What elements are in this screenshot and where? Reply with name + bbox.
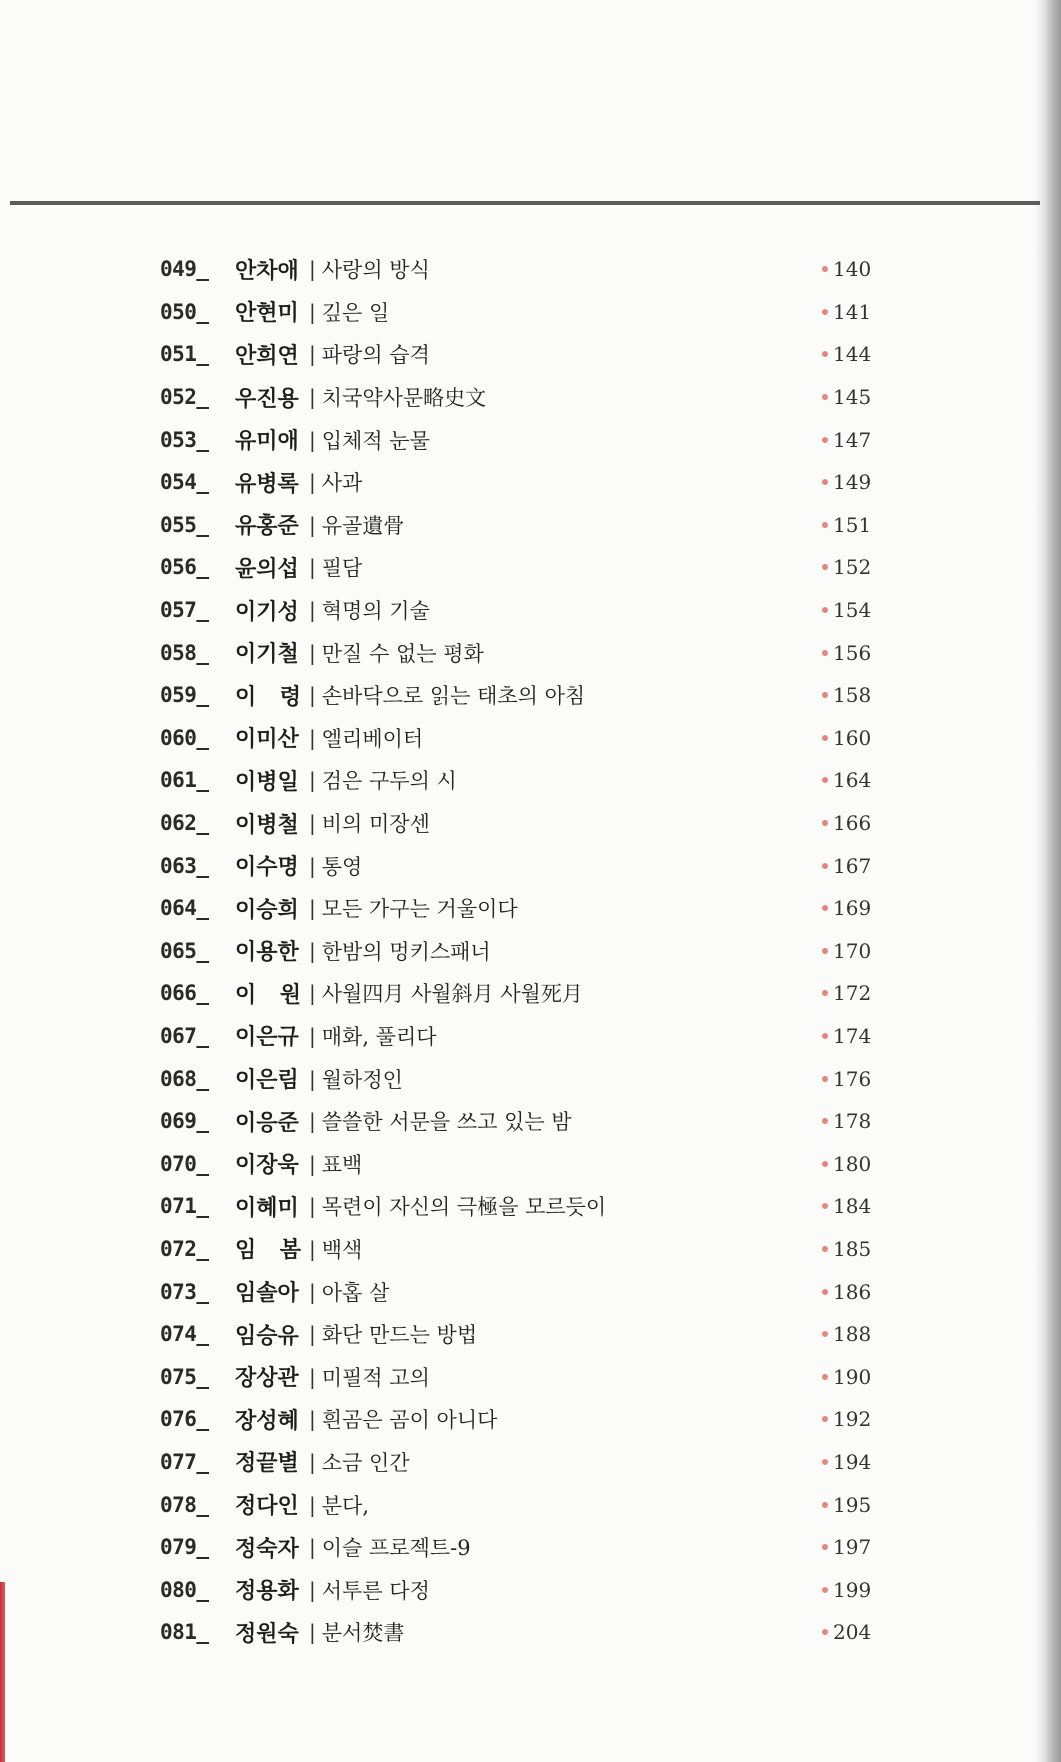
entry-author: 임 봄	[235, 1238, 301, 1264]
toc-entry[interactable]	[160, 504, 910, 547]
bullet-dot-icon	[822, 735, 828, 741]
entry-title: 사과	[321, 471, 363, 496]
entry-title: 유골遺骨	[321, 513, 405, 538]
page-number: 164	[833, 768, 872, 793]
page-reference	[822, 1365, 871, 1389]
page-number: 185	[833, 1236, 872, 1261]
entry-author: 임승유	[235, 1323, 299, 1349]
page-reference	[822, 939, 871, 963]
page-reference	[822, 641, 871, 665]
separator-bar: |	[309, 1407, 316, 1432]
bullet-dot-icon	[822, 1587, 828, 1593]
toc-entry[interactable]	[160, 1142, 910, 1185]
entry-number: 078_	[160, 1492, 209, 1517]
page-reference	[822, 1407, 871, 1431]
toc-entry[interactable]	[160, 887, 910, 930]
bullet-dot-icon	[822, 1076, 828, 1082]
page-reference	[822, 598, 871, 622]
page-reference	[822, 981, 871, 1005]
entry-title: 흰곰은 곰이 아니다	[321, 1408, 498, 1433]
entry-author: 장성혜	[235, 1408, 299, 1434]
toc-entry[interactable]	[160, 1100, 910, 1143]
page-reference	[822, 768, 871, 792]
page-number: 197	[833, 1535, 872, 1560]
toc-entry[interactable]	[160, 717, 910, 760]
entry-author: 이미산	[235, 727, 299, 753]
separator-bar: |	[309, 853, 316, 878]
entry-author: 정원숙	[235, 1621, 299, 1647]
toc-entry[interactable]	[160, 589, 910, 632]
page-number: 194	[833, 1449, 872, 1474]
entry-number: 072_	[160, 1236, 209, 1261]
entry-number: 059_	[160, 683, 209, 708]
entry-author: 이용한	[235, 940, 299, 966]
bullet-dot-icon	[822, 479, 828, 485]
entry-number: 063_	[160, 853, 209, 878]
page-reference	[822, 342, 871, 366]
toc-entry[interactable]	[160, 674, 910, 717]
page-number: 158	[833, 683, 872, 708]
page-number: 186	[833, 1279, 872, 1304]
toc-entry[interactable]	[160, 1185, 910, 1228]
entry-title: 매화, 풀리다	[321, 1024, 437, 1049]
page-number: 144	[833, 342, 872, 367]
entry-title: 통영	[321, 854, 363, 879]
entry-title: 백색	[321, 1237, 363, 1262]
bullet-dot-icon	[822, 522, 828, 528]
entry-number: 075_	[160, 1364, 209, 1389]
page-number: 172	[833, 981, 872, 1006]
entry-number: 077_	[160, 1449, 209, 1474]
toc-entry[interactable]	[160, 1228, 910, 1271]
separator-bar: |	[309, 1449, 316, 1474]
entry-title: 쓸쓸한 서문을 쓰고 있는 밤	[321, 1110, 572, 1135]
entry-title: 혁명의 기술	[321, 599, 430, 624]
toc-entry[interactable]	[160, 844, 910, 887]
page-reference	[822, 1067, 871, 1091]
bullet-dot-icon	[822, 650, 828, 656]
header-rule	[10, 201, 1040, 205]
page-number: 141	[833, 299, 872, 324]
page-reference	[822, 1578, 871, 1602]
entry-author: 이병일	[235, 769, 299, 795]
entry-title: 미필적 고의	[321, 1365, 430, 1390]
book-gutter-shadow	[1033, 0, 1061, 1762]
page-reference	[822, 1109, 871, 1133]
page-number: 152	[833, 555, 872, 580]
entry-author: 윤의섭	[235, 556, 299, 582]
entry-number: 081_	[160, 1620, 209, 1645]
entry-title: 분서焚書	[321, 1621, 405, 1646]
entry-title: 모든 가구는 거울이다	[321, 897, 518, 922]
toc-entry[interactable]	[160, 1441, 910, 1484]
entry-number: 056_	[160, 555, 209, 580]
entry-author: 유병록	[235, 471, 299, 497]
separator-bar: |	[309, 512, 316, 537]
toc-entry[interactable]	[160, 248, 910, 291]
entry-title: 사월四月 사월斜月 사월死月	[321, 982, 583, 1007]
entry-author: 유홍준	[235, 514, 299, 540]
page-number: 192	[833, 1407, 872, 1432]
page-reference	[822, 470, 871, 494]
page-reference	[822, 726, 871, 750]
bullet-dot-icon	[822, 351, 828, 357]
toc-entry[interactable]	[160, 759, 910, 802]
separator-bar: |	[309, 768, 316, 793]
entry-title: 깊은 일	[321, 300, 390, 325]
entry-title: 목련이 자신의 극極을 모르듯이	[321, 1195, 607, 1220]
entry-title: 이슬 프로젝트-9	[321, 1536, 471, 1561]
entry-author: 이수명	[235, 855, 299, 881]
entry-number: 070_	[160, 1151, 209, 1176]
toc-entry[interactable]	[160, 1483, 910, 1526]
entry-title: 입체적 눈물	[321, 428, 430, 453]
separator-bar: |	[309, 1109, 316, 1134]
entry-author: 안현미	[235, 301, 299, 327]
entry-number: 076_	[160, 1407, 209, 1432]
page-number: 188	[833, 1322, 872, 1347]
entry-number: 049_	[160, 257, 209, 282]
toc-entry[interactable]	[160, 631, 910, 674]
page-reference	[822, 1024, 871, 1048]
page-reference	[822, 428, 871, 452]
bullet-dot-icon	[822, 437, 828, 443]
separator-bar: |	[309, 385, 316, 410]
entry-title: 서투른 다정	[321, 1578, 430, 1603]
bullet-dot-icon	[822, 990, 828, 996]
page-number: 184	[833, 1194, 872, 1219]
separator-bar: |	[309, 299, 316, 324]
separator-bar: |	[309, 981, 316, 1006]
entry-number: 079_	[160, 1535, 209, 1560]
entry-author: 이병철	[235, 812, 299, 838]
entry-title: 월하정인	[321, 1067, 403, 1092]
entry-author: 정다인	[235, 1494, 299, 1520]
page-number: 140	[833, 257, 872, 282]
page-reference	[822, 854, 871, 878]
page-reference	[822, 555, 871, 579]
separator-bar: |	[309, 1151, 316, 1176]
toc-entry[interactable]	[160, 1568, 910, 1611]
entry-author: 정끝별	[235, 1451, 299, 1477]
toc-entry[interactable]	[160, 1015, 910, 1058]
page-reference	[822, 1237, 871, 1261]
bullet-dot-icon	[822, 905, 828, 911]
separator-bar: |	[309, 725, 316, 750]
entry-title: 만질 수 없는 평화	[321, 641, 484, 666]
entry-title: 손바닥으로 읽는 태초의 아침	[321, 684, 586, 709]
entry-number: 054_	[160, 470, 209, 495]
entry-number: 050_	[160, 299, 209, 324]
entry-author: 이 원	[235, 982, 301, 1008]
page-number: 190	[833, 1364, 872, 1389]
page-reference	[822, 1450, 871, 1474]
entry-number: 073_	[160, 1279, 209, 1304]
separator-bar: |	[309, 1577, 316, 1602]
bullet-dot-icon	[822, 948, 828, 954]
separator-bar: |	[309, 1620, 316, 1645]
page-number: 199	[833, 1577, 872, 1602]
entry-number: 060_	[160, 725, 209, 750]
entry-author: 장상관	[235, 1366, 299, 1392]
entry-number: 068_	[160, 1066, 209, 1091]
bullet-dot-icon	[822, 1374, 828, 1380]
separator-bar: |	[309, 938, 316, 963]
entry-title: 엘리베이터	[321, 726, 424, 751]
separator-bar: |	[309, 1023, 316, 1048]
entry-number: 071_	[160, 1194, 209, 1219]
bullet-dot-icon	[822, 1629, 828, 1635]
entry-author: 이혜미	[235, 1195, 299, 1221]
bullet-dot-icon	[822, 1161, 828, 1167]
toc-entry[interactable]	[160, 418, 910, 461]
toc-entry[interactable]	[160, 1611, 910, 1654]
entry-title: 검은 구두의 시	[321, 769, 457, 794]
toc-entry[interactable]	[160, 1526, 910, 1569]
bullet-dot-icon	[822, 1416, 828, 1422]
entry-number: 067_	[160, 1023, 209, 1048]
entry-number: 058_	[160, 640, 209, 665]
toc-entry[interactable]	[160, 930, 910, 973]
toc-entry[interactable]	[160, 1057, 910, 1100]
separator-bar: |	[309, 1492, 316, 1517]
entry-title: 분다,	[321, 1493, 369, 1518]
toc-entry[interactable]	[160, 1270, 910, 1313]
page-number: 180	[833, 1151, 872, 1176]
page-number: 169	[833, 896, 872, 921]
page-reference	[822, 1493, 871, 1517]
entry-author: 이기철	[235, 642, 299, 668]
entry-title: 필담	[321, 556, 363, 581]
toc-entry[interactable]	[160, 1398, 910, 1441]
entry-title: 아홉 살	[321, 1280, 390, 1305]
bullet-dot-icon	[822, 820, 828, 826]
entry-title: 표백	[321, 1152, 363, 1177]
page-reference	[822, 1280, 871, 1304]
entry-number: 062_	[160, 811, 209, 836]
bullet-dot-icon	[822, 1118, 828, 1124]
toc-entry[interactable]	[160, 333, 910, 376]
page-reference	[822, 257, 871, 281]
separator-bar: |	[309, 470, 316, 495]
entry-author: 이 령	[235, 684, 301, 710]
entry-title: 화단 만드는 방법	[321, 1323, 478, 1348]
bullet-dot-icon	[822, 607, 828, 613]
entry-number: 080_	[160, 1577, 209, 1602]
entry-number: 065_	[160, 938, 209, 963]
toc-entry[interactable]	[160, 461, 910, 504]
entry-number: 066_	[160, 981, 209, 1006]
entry-number: 051_	[160, 342, 209, 367]
entry-number: 069_	[160, 1109, 209, 1134]
entry-number: 053_	[160, 427, 209, 452]
table-of-contents	[160, 248, 910, 1654]
entry-author: 유미애	[235, 429, 299, 455]
page-number: 176	[833, 1066, 872, 1091]
bullet-dot-icon	[822, 692, 828, 698]
entry-title: 소금 인간	[321, 1450, 410, 1475]
separator-bar: |	[309, 640, 316, 665]
page-number: 151	[833, 512, 872, 537]
entry-author: 정숙자	[235, 1536, 299, 1562]
toc-entry[interactable]	[160, 802, 910, 845]
bullet-dot-icon	[822, 266, 828, 272]
bullet-dot-icon	[822, 1203, 828, 1209]
separator-bar: |	[309, 598, 316, 623]
page-reference	[822, 513, 871, 537]
page-reference	[822, 1620, 871, 1644]
bullet-dot-icon	[822, 1459, 828, 1465]
page-number: 167	[833, 853, 872, 878]
bullet-dot-icon	[822, 1289, 828, 1295]
separator-bar: |	[309, 683, 316, 708]
entry-author: 임솔아	[235, 1281, 299, 1307]
entry-author: 우진용	[235, 386, 299, 412]
separator-bar: |	[309, 257, 316, 282]
toc-entry[interactable]	[160, 376, 910, 419]
page-number: 156	[833, 640, 872, 665]
page-number: 145	[833, 385, 872, 410]
page-reference	[822, 896, 871, 920]
separator-bar: |	[309, 1066, 316, 1091]
entry-number: 055_	[160, 512, 209, 537]
entry-title: 한밤의 멍키스패너	[321, 939, 491, 964]
page-reference	[822, 1535, 871, 1559]
page-reference	[822, 385, 871, 409]
entry-number: 074_	[160, 1322, 209, 1347]
page-number: 154	[833, 598, 872, 623]
entry-author: 안희연	[235, 343, 299, 369]
separator-bar: |	[309, 555, 316, 580]
entry-number: 052_	[160, 385, 209, 410]
entry-title: 사랑의 방식	[321, 258, 430, 283]
separator-bar: |	[309, 811, 316, 836]
bullet-dot-icon	[822, 1246, 828, 1252]
entry-author: 이은림	[235, 1068, 299, 1094]
page-reference	[822, 1194, 871, 1218]
toc-entry[interactable]	[160, 972, 910, 1015]
page-number: 174	[833, 1023, 872, 1048]
separator-bar: |	[309, 1279, 316, 1304]
page-number: 149	[833, 470, 872, 495]
toc-entry[interactable]	[160, 1313, 910, 1356]
bullet-dot-icon	[822, 1502, 828, 1508]
bullet-dot-icon	[822, 863, 828, 869]
page-number: 147	[833, 427, 872, 452]
separator-bar: |	[309, 1236, 316, 1261]
page-number: 160	[833, 725, 872, 750]
bullet-dot-icon	[822, 394, 828, 400]
bullet-dot-icon	[822, 777, 828, 783]
separator-bar: |	[309, 427, 316, 452]
separator-bar: |	[309, 1535, 316, 1560]
entry-author: 이은규	[235, 1025, 299, 1051]
bullet-dot-icon	[822, 1544, 828, 1550]
page-number: 166	[833, 811, 872, 836]
bullet-dot-icon	[822, 309, 828, 315]
toc-entry[interactable]	[160, 291, 910, 334]
separator-bar: |	[309, 1322, 316, 1347]
entry-author: 이승희	[235, 897, 299, 923]
entry-number: 064_	[160, 896, 209, 921]
red-page-edge	[0, 1582, 5, 1762]
page-number: 178	[833, 1109, 872, 1134]
toc-entry[interactable]	[160, 1355, 910, 1398]
separator-bar: |	[309, 896, 316, 921]
separator-bar: |	[309, 1194, 316, 1219]
page-reference	[822, 811, 871, 835]
entry-title: 치국약사문略史文	[321, 386, 487, 411]
entry-author: 이장욱	[235, 1153, 299, 1179]
entry-author: 이응준	[235, 1110, 299, 1136]
page-reference	[822, 1152, 871, 1176]
entry-number: 061_	[160, 768, 209, 793]
entry-author: 정용화	[235, 1579, 299, 1605]
entry-title: 비의 미장센	[321, 812, 430, 837]
toc-entry[interactable]	[160, 546, 910, 589]
bullet-dot-icon	[822, 564, 828, 570]
page-number: 204	[833, 1620, 872, 1645]
bullet-dot-icon	[822, 1331, 828, 1337]
bullet-dot-icon	[822, 1033, 828, 1039]
page-reference	[822, 1322, 871, 1346]
entry-author: 이기성	[235, 599, 299, 625]
page-number: 195	[833, 1492, 872, 1517]
page-reference	[822, 300, 871, 324]
page-number: 170	[833, 938, 872, 963]
entry-author: 안차애	[235, 258, 299, 284]
entry-number: 057_	[160, 598, 209, 623]
separator-bar: |	[309, 342, 316, 367]
entry-title: 파랑의 습격	[321, 343, 430, 368]
page-reference	[822, 683, 871, 707]
separator-bar: |	[309, 1364, 316, 1389]
